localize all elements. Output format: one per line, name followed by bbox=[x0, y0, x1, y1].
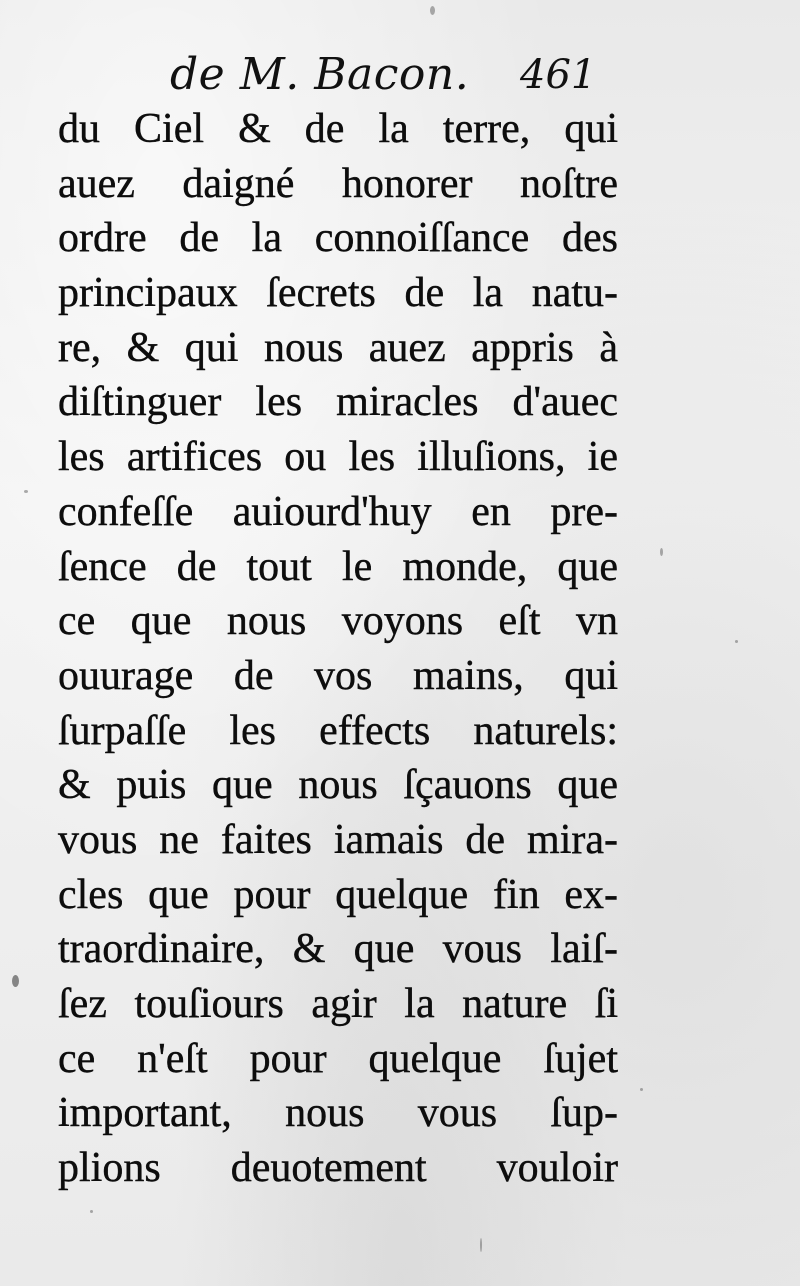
ink-speck bbox=[430, 6, 435, 15]
ink-speck bbox=[24, 490, 28, 493]
text-line: du Ciel & de la terre, qui bbox=[58, 106, 618, 152]
text-line: ouurage de vos mains, qui bbox=[58, 652, 618, 699]
text-line: auez daigné honorer noſtre bbox=[58, 160, 618, 207]
body-text bbox=[58, 102, 618, 1196]
text-line: ordre de la connoiſſance des bbox=[58, 215, 618, 262]
running-head: de M. Bacon. bbox=[170, 49, 470, 100]
text-line: important, nous vous ſup- bbox=[58, 1090, 618, 1137]
text-line: ſurpaſſe les effects naturels: bbox=[58, 707, 618, 754]
text-line: diſtinguer les miracles d'auec bbox=[58, 379, 618, 426]
ink-speck bbox=[660, 548, 663, 556]
text-line: principaux ſecrets de la natu- bbox=[58, 270, 618, 317]
text-line: vous ne faites iamais de mira- bbox=[58, 816, 618, 863]
text-line: cles que pour quelque fin ex- bbox=[58, 871, 618, 918]
text-line: traordinaire, & que vous laiſ- bbox=[58, 926, 618, 973]
text-line: confeſſe auiourd'huy en pre- bbox=[58, 488, 618, 535]
text-line: ſez touſiours agir la nature ſi bbox=[58, 981, 618, 1027]
page-header bbox=[0, 44, 800, 106]
ink-speck bbox=[12, 975, 19, 987]
ink-speck bbox=[735, 640, 738, 643]
text-line: & puis que nous ſçauons que bbox=[58, 762, 618, 809]
text-line: re, & qui nous auez appris à bbox=[58, 324, 618, 371]
text-line: ce que nous voyons eſt vn bbox=[58, 598, 618, 645]
text-line: ce n'eſt pour quelque ſujet bbox=[58, 1035, 618, 1082]
text-line: les artifices ou les illuſions, ie bbox=[58, 434, 618, 481]
ink-speck bbox=[480, 1238, 482, 1252]
ink-speck bbox=[640, 1088, 643, 1091]
page-number: 461 bbox=[520, 52, 597, 98]
text-line: plions deuotement vouloir bbox=[58, 1145, 618, 1192]
ink-speck bbox=[90, 1210, 93, 1213]
text-line: ſence de tout le monde, que bbox=[58, 543, 618, 590]
